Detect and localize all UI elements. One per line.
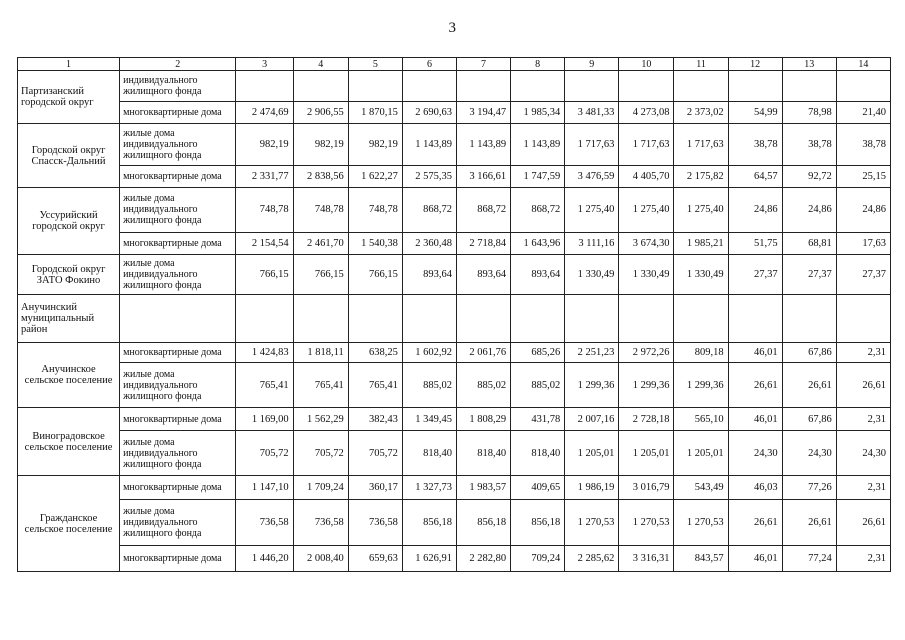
column-header: 8 <box>511 58 565 71</box>
value-cell: 843,57 <box>674 546 728 572</box>
value-cell: 1 330,49 <box>619 255 674 295</box>
value-cell: 38,78 <box>836 123 890 165</box>
value-cell: 1 985,34 <box>511 101 565 123</box>
value-cell: 1 602,92 <box>402 342 456 362</box>
territory-name: Гражданское сельское поселение <box>18 476 120 572</box>
value-cell: 1 643,96 <box>511 232 565 254</box>
value-cell: 46,01 <box>728 546 782 572</box>
value-cell: 2 718,84 <box>457 232 511 254</box>
value-cell: 766,15 <box>236 255 293 295</box>
value-cell: 17,63 <box>836 232 890 254</box>
value-cell: 709,24 <box>511 546 565 572</box>
value-cell: 1 270,53 <box>674 499 728 546</box>
value-cell: 2 061,76 <box>457 342 511 362</box>
value-cell: 766,15 <box>293 255 348 295</box>
value-cell: 1 818,11 <box>293 342 348 362</box>
value-cell: 1 205,01 <box>674 431 728 476</box>
housing-type: жилые дома индивидуального жилищного фонда <box>120 363 236 408</box>
value-cell: 2,31 <box>836 476 890 499</box>
value-cell <box>348 71 402 102</box>
value-cell: 1 275,40 <box>565 188 619 233</box>
value-cell: 2 251,23 <box>565 342 619 362</box>
value-cell <box>836 294 890 342</box>
value-cell: 818,40 <box>511 431 565 476</box>
value-cell: 77,24 <box>782 546 836 572</box>
territory-name: Анучинское сельское поселение <box>18 342 120 407</box>
housing-type: индивидуального жилищного фонда <box>120 71 236 102</box>
territory-name: Анучинский муниципальный район <box>18 294 120 342</box>
value-cell: 38,78 <box>728 123 782 165</box>
value-cell: 659,63 <box>348 546 402 572</box>
value-cell: 638,25 <box>348 342 402 362</box>
value-cell: 736,58 <box>236 499 293 546</box>
value-cell: 893,64 <box>402 255 456 295</box>
value-cell <box>782 294 836 342</box>
value-cell: 4 405,70 <box>619 165 674 187</box>
value-cell: 1 870,15 <box>348 101 402 123</box>
value-cell: 2 008,40 <box>293 546 348 572</box>
value-cell <box>674 294 728 342</box>
value-cell: 46,03 <box>728 476 782 499</box>
value-cell: 893,64 <box>457 255 511 295</box>
value-cell: 2 360,48 <box>402 232 456 254</box>
value-cell: 809,18 <box>674 342 728 362</box>
value-cell: 1 327,73 <box>402 476 456 499</box>
value-cell: 1 626,91 <box>402 546 456 572</box>
value-cell: 818,40 <box>457 431 511 476</box>
value-cell: 24,86 <box>836 188 890 233</box>
value-cell: 1 275,40 <box>674 188 728 233</box>
value-cell: 1 143,89 <box>511 123 565 165</box>
value-cell: 2 972,26 <box>619 342 674 362</box>
value-cell <box>674 71 728 102</box>
value-cell: 705,72 <box>348 431 402 476</box>
value-cell: 565,10 <box>674 407 728 430</box>
value-cell: 765,41 <box>236 363 293 408</box>
value-cell <box>457 71 511 102</box>
value-cell <box>511 71 565 102</box>
value-cell: 3 316,31 <box>619 546 674 572</box>
value-cell: 982,19 <box>293 123 348 165</box>
value-cell: 26,61 <box>728 363 782 408</box>
value-cell: 24,30 <box>782 431 836 476</box>
value-cell: 2,31 <box>836 342 890 362</box>
value-cell: 64,57 <box>728 165 782 187</box>
value-cell: 2 838,56 <box>293 165 348 187</box>
value-cell: 24,30 <box>836 431 890 476</box>
value-cell <box>402 71 456 102</box>
value-cell: 765,41 <box>348 363 402 408</box>
value-cell: 68,81 <box>782 232 836 254</box>
value-cell: 2 154,54 <box>236 232 293 254</box>
value-cell: 3 481,33 <box>565 101 619 123</box>
value-cell: 885,02 <box>402 363 456 408</box>
value-cell: 1 424,83 <box>236 342 293 362</box>
value-cell: 2 285,62 <box>565 546 619 572</box>
value-cell <box>293 71 348 102</box>
value-cell <box>236 294 293 342</box>
housing-type: жилые дома индивидуального жилищного фонда <box>120 255 236 295</box>
value-cell: 78,98 <box>782 101 836 123</box>
value-cell: 885,02 <box>511 363 565 408</box>
value-cell: 868,72 <box>511 188 565 233</box>
housing-type: многоквартирные дома <box>120 232 236 254</box>
value-cell: 1 808,29 <box>457 407 511 430</box>
value-cell: 21,40 <box>836 101 890 123</box>
table-row <box>18 232 891 254</box>
column-header: 3 <box>236 58 293 71</box>
territory-name: Городской округ Спасск-Дальний <box>18 123 120 187</box>
table-row <box>18 546 891 572</box>
value-cell: 25,15 <box>836 165 890 187</box>
value-cell: 2 007,16 <box>565 407 619 430</box>
value-cell: 885,02 <box>457 363 511 408</box>
value-cell: 766,15 <box>348 255 402 295</box>
value-cell: 3 166,61 <box>457 165 511 187</box>
housing-type: многоквартирные дома <box>120 476 236 499</box>
value-cell: 38,78 <box>782 123 836 165</box>
value-cell: 26,61 <box>728 499 782 546</box>
value-cell: 1 299,36 <box>565 363 619 408</box>
value-cell: 1 986,19 <box>565 476 619 499</box>
value-cell: 1 983,57 <box>457 476 511 499</box>
table-row <box>18 165 891 187</box>
territory-name: Партизанский городской округ <box>18 71 120 124</box>
table-row <box>18 101 891 123</box>
value-cell: 27,37 <box>728 255 782 295</box>
column-header: 13 <box>782 58 836 71</box>
value-cell: 856,18 <box>457 499 511 546</box>
value-cell: 1 143,89 <box>457 123 511 165</box>
value-cell: 1 147,10 <box>236 476 293 499</box>
table-row <box>18 431 891 476</box>
value-cell: 1 330,49 <box>674 255 728 295</box>
housing-type: жилые дома индивидуального жилищного фонда <box>120 188 236 233</box>
value-cell: 26,61 <box>782 363 836 408</box>
column-header: 10 <box>619 58 674 71</box>
table-row <box>18 294 891 342</box>
column-header: 9 <box>565 58 619 71</box>
value-cell: 1 446,20 <box>236 546 293 572</box>
value-cell: 2 906,55 <box>293 101 348 123</box>
value-cell: 3 194,47 <box>457 101 511 123</box>
value-cell <box>511 294 565 342</box>
column-header: 5 <box>348 58 402 71</box>
value-cell <box>402 294 456 342</box>
housing-type <box>120 294 236 342</box>
value-cell <box>728 71 782 102</box>
value-cell: 705,72 <box>293 431 348 476</box>
value-cell: 77,26 <box>782 476 836 499</box>
table-body <box>18 71 891 572</box>
value-cell: 856,18 <box>511 499 565 546</box>
value-cell: 3 476,59 <box>565 165 619 187</box>
value-cell: 765,41 <box>293 363 348 408</box>
column-header: 6 <box>402 58 456 71</box>
value-cell: 1 143,89 <box>402 123 456 165</box>
column-header: 12 <box>728 58 782 71</box>
value-cell: 26,61 <box>836 363 890 408</box>
territory-name: Уссурийский городской округ <box>18 188 120 255</box>
table-row <box>18 499 891 546</box>
value-cell: 2 690,63 <box>402 101 456 123</box>
value-cell: 748,78 <box>348 188 402 233</box>
value-cell: 92,72 <box>782 165 836 187</box>
value-cell: 3 111,16 <box>565 232 619 254</box>
value-cell: 1 562,29 <box>293 407 348 430</box>
table-row <box>18 123 891 165</box>
value-cell: 26,61 <box>782 499 836 546</box>
housing-type: жилые дома индивидуального жилищного фонда <box>120 431 236 476</box>
table-row <box>18 255 891 295</box>
column-header: 2 <box>120 58 236 71</box>
value-cell: 3 674,30 <box>619 232 674 254</box>
value-cell: 2,31 <box>836 407 890 430</box>
value-cell: 24,86 <box>728 188 782 233</box>
value-cell: 1 205,01 <box>619 431 674 476</box>
housing-type: многоквартирные дома <box>120 546 236 572</box>
value-cell: 24,30 <box>728 431 782 476</box>
housing-type: многоквартирные дома <box>120 165 236 187</box>
value-cell: 1 270,53 <box>619 499 674 546</box>
value-cell <box>836 71 890 102</box>
table-row <box>18 71 891 102</box>
territory-name: Виноградовское сельское поселение <box>18 407 120 475</box>
value-cell: 1 270,53 <box>565 499 619 546</box>
column-header-row <box>18 58 891 71</box>
value-cell: 2 461,70 <box>293 232 348 254</box>
value-cell: 1 717,63 <box>674 123 728 165</box>
column-header: 11 <box>674 58 728 71</box>
value-cell: 26,61 <box>836 499 890 546</box>
value-cell: 46,01 <box>728 407 782 430</box>
column-header: 1 <box>18 58 120 71</box>
value-cell <box>728 294 782 342</box>
value-cell: 1 349,45 <box>402 407 456 430</box>
value-cell: 2 575,35 <box>402 165 456 187</box>
value-cell <box>293 294 348 342</box>
column-header: 4 <box>293 58 348 71</box>
value-cell: 1 330,49 <box>565 255 619 295</box>
value-cell: 748,78 <box>236 188 293 233</box>
value-cell: 2 175,82 <box>674 165 728 187</box>
column-header: 7 <box>457 58 511 71</box>
value-cell: 2 474,69 <box>236 101 293 123</box>
value-cell: 67,86 <box>782 407 836 430</box>
value-cell: 982,19 <box>348 123 402 165</box>
value-cell: 27,37 <box>836 255 890 295</box>
value-cell: 2,31 <box>836 546 890 572</box>
value-cell: 2 282,80 <box>457 546 511 572</box>
value-cell <box>782 71 836 102</box>
value-cell: 1 717,63 <box>619 123 674 165</box>
housing-type: многоквартирные дома <box>120 342 236 362</box>
housing-type: многоквартирные дома <box>120 407 236 430</box>
value-cell: 1 205,01 <box>565 431 619 476</box>
value-cell: 24,86 <box>782 188 836 233</box>
value-cell: 1 169,00 <box>236 407 293 430</box>
value-cell: 409,65 <box>511 476 565 499</box>
table-row <box>18 363 891 408</box>
value-cell: 67,86 <box>782 342 836 362</box>
column-header: 14 <box>836 58 890 71</box>
value-cell: 982,19 <box>236 123 293 165</box>
value-cell: 1 622,27 <box>348 165 402 187</box>
territory-name: Городской округ ЗАТО Фокино <box>18 255 120 295</box>
housing-type: жилые дома индивидуального жилищного фонда <box>120 499 236 546</box>
tariff-table <box>17 57 891 572</box>
value-cell: 46,01 <box>728 342 782 362</box>
value-cell <box>348 294 402 342</box>
value-cell: 1 540,38 <box>348 232 402 254</box>
value-cell: 893,64 <box>511 255 565 295</box>
value-cell: 856,18 <box>402 499 456 546</box>
value-cell: 736,58 <box>348 499 402 546</box>
value-cell: 2 331,77 <box>236 165 293 187</box>
table-row <box>18 476 891 499</box>
value-cell <box>565 71 619 102</box>
value-cell: 685,26 <box>511 342 565 362</box>
value-cell: 818,40 <box>402 431 456 476</box>
value-cell <box>236 71 293 102</box>
value-cell <box>619 294 674 342</box>
value-cell: 1 985,21 <box>674 232 728 254</box>
housing-type: многоквартирные дома <box>120 101 236 123</box>
value-cell: 1 747,59 <box>511 165 565 187</box>
value-cell: 431,78 <box>511 407 565 430</box>
value-cell: 868,72 <box>402 188 456 233</box>
value-cell: 1 709,24 <box>293 476 348 499</box>
value-cell: 748,78 <box>293 188 348 233</box>
value-cell: 736,58 <box>293 499 348 546</box>
value-cell: 705,72 <box>236 431 293 476</box>
value-cell <box>565 294 619 342</box>
value-cell: 27,37 <box>782 255 836 295</box>
value-cell: 51,75 <box>728 232 782 254</box>
table-row <box>18 188 891 233</box>
value-cell: 3 016,79 <box>619 476 674 499</box>
value-cell: 543,49 <box>674 476 728 499</box>
value-cell: 382,43 <box>348 407 402 430</box>
value-cell: 1 299,36 <box>619 363 674 408</box>
value-cell: 360,17 <box>348 476 402 499</box>
value-cell: 2 373,02 <box>674 101 728 123</box>
value-cell <box>457 294 511 342</box>
value-cell: 2 728,18 <box>619 407 674 430</box>
page-number: 3 <box>448 20 457 36</box>
value-cell: 1 717,63 <box>565 123 619 165</box>
value-cell: 1 299,36 <box>674 363 728 408</box>
value-cell <box>619 71 674 102</box>
housing-type: жилые дома индивидуального жилищного фонда <box>120 123 236 165</box>
table-row <box>18 407 891 430</box>
value-cell: 4 273,08 <box>619 101 674 123</box>
value-cell: 1 275,40 <box>619 188 674 233</box>
value-cell: 868,72 <box>457 188 511 233</box>
table-row <box>18 342 891 362</box>
value-cell: 54,99 <box>728 101 782 123</box>
